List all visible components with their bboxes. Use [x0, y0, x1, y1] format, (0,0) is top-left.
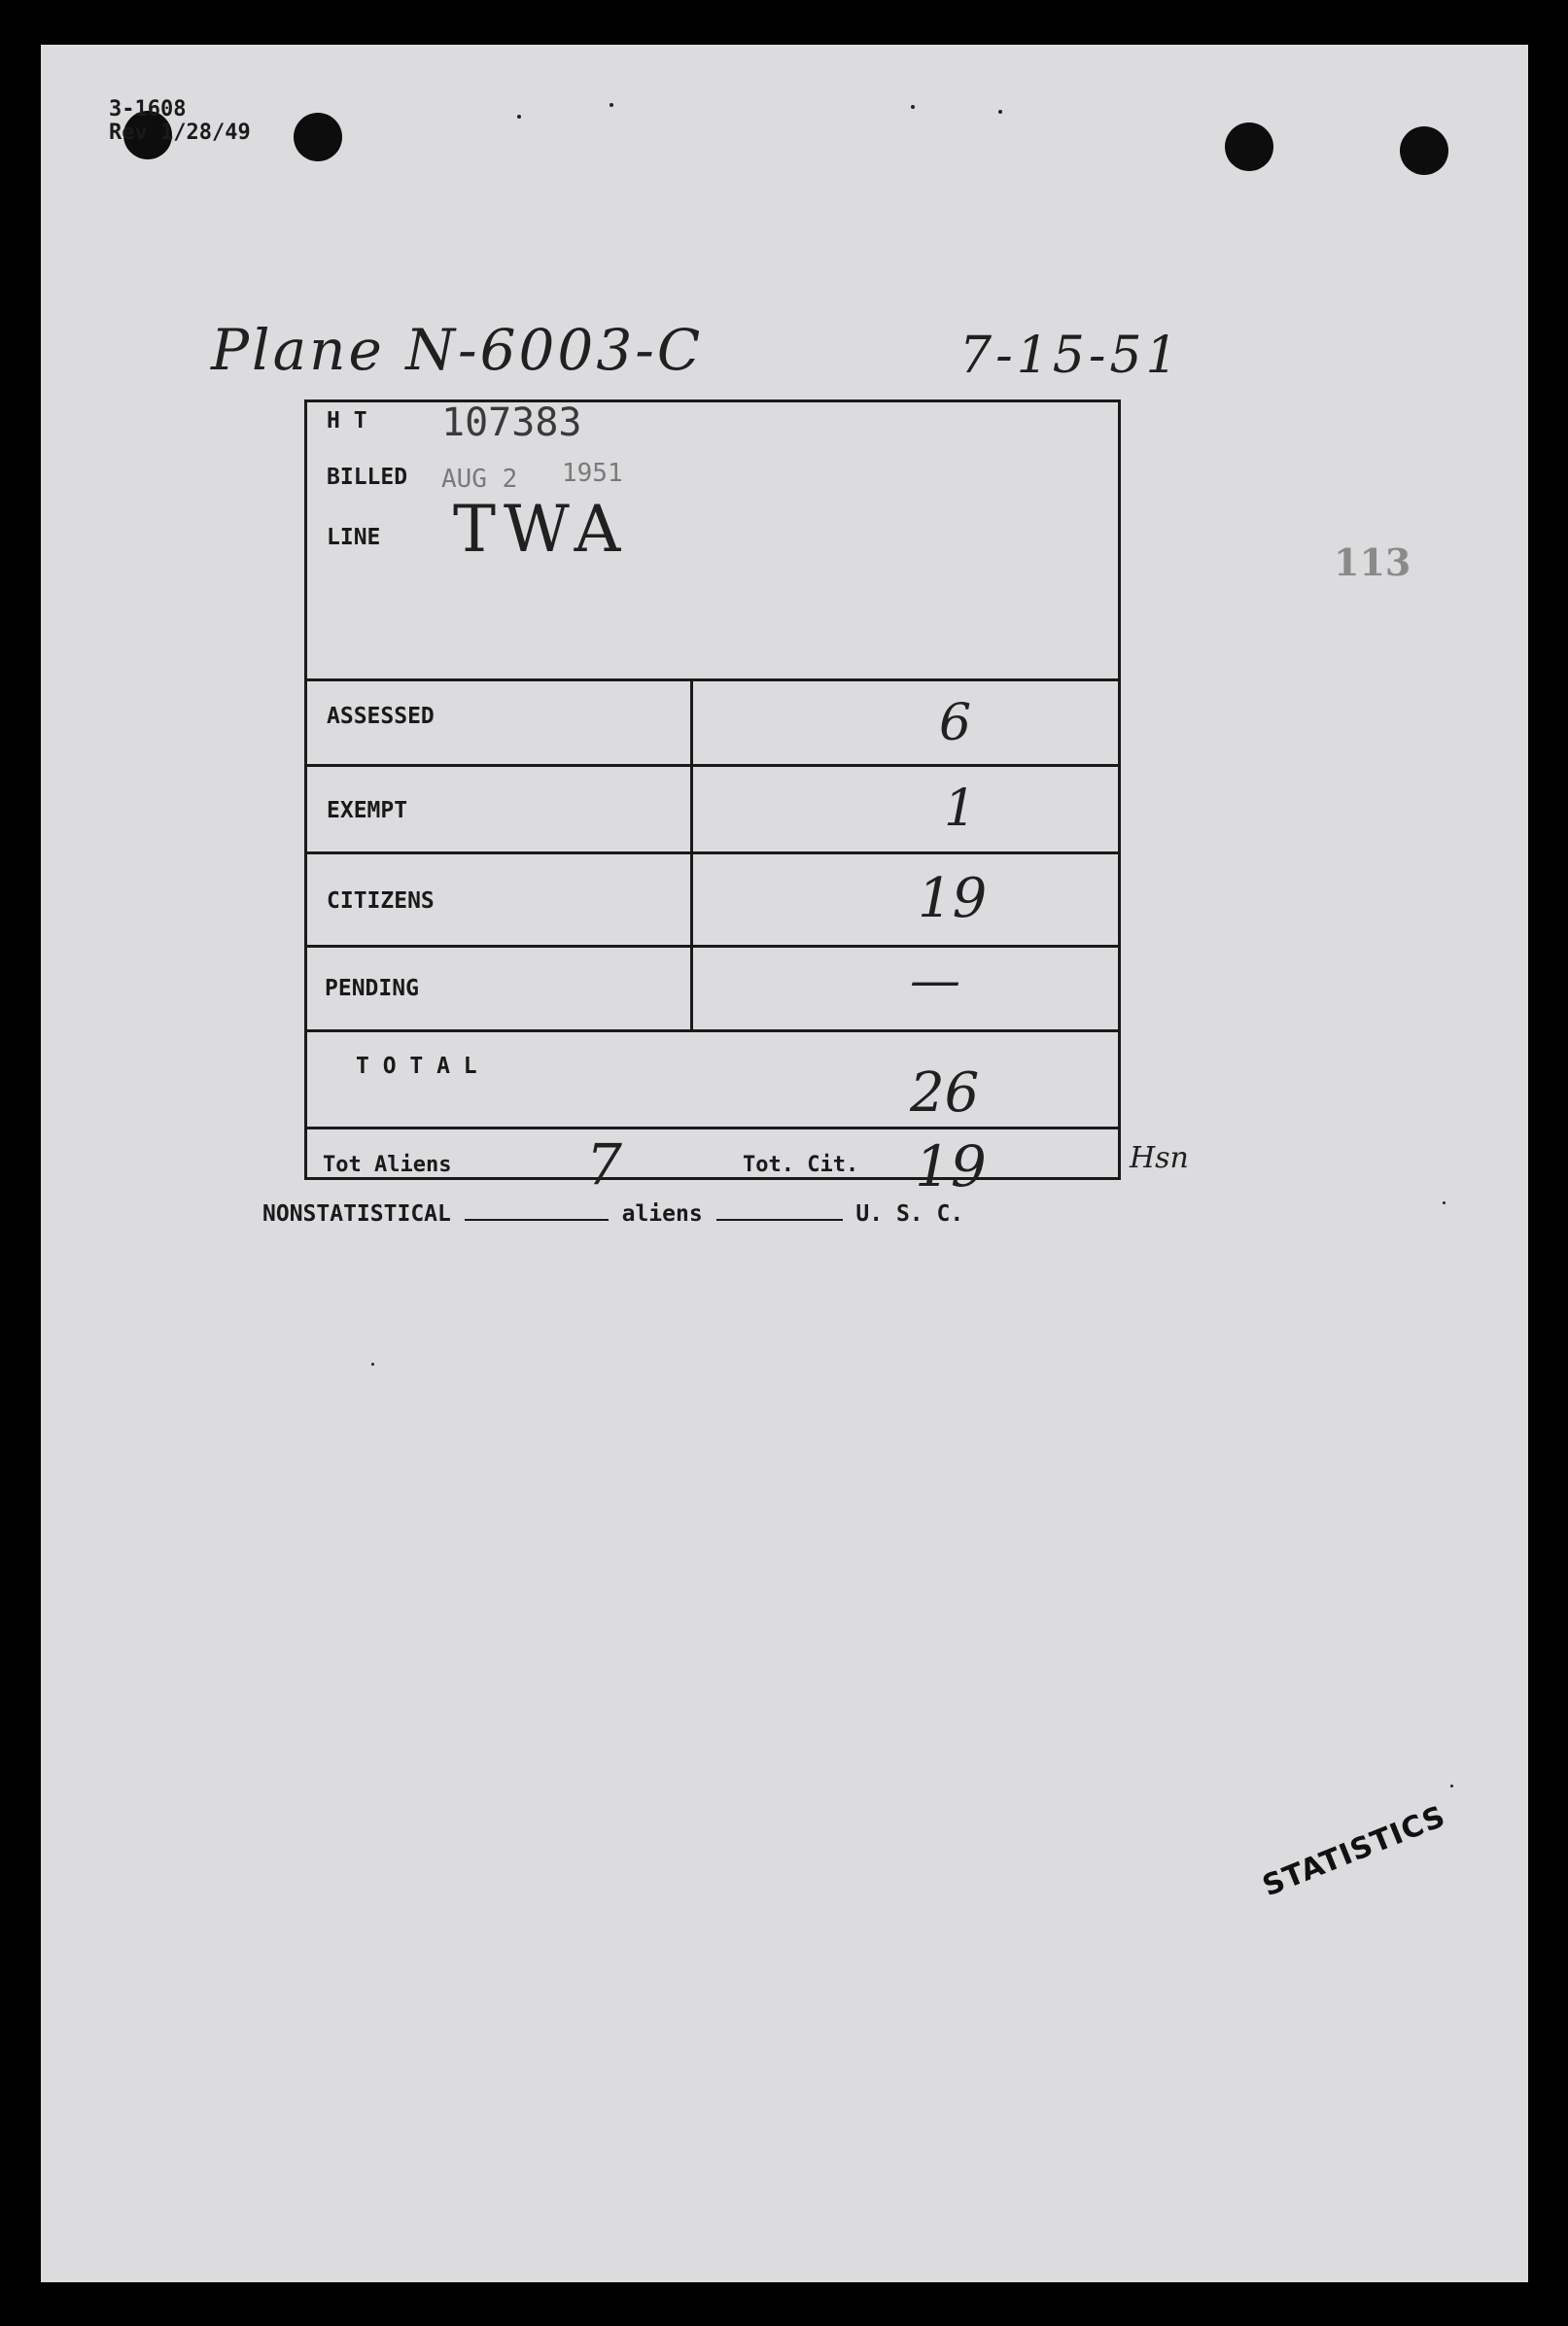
- punch-hole-right: [1225, 122, 1273, 171]
- divider: [307, 678, 1118, 681]
- tot-cit-value: 19: [915, 1133, 987, 1199]
- punch-hole-far-right: [1400, 126, 1448, 175]
- nonstatistical-aliens-blank: [465, 1219, 609, 1221]
- column-divider: [690, 678, 693, 1032]
- punch-hole-center-left: [294, 113, 342, 161]
- citizens-value: 19: [918, 867, 988, 930]
- speck: [911, 105, 915, 109]
- speck: [517, 115, 521, 119]
- tot-aliens-value: 7: [586, 1131, 622, 1198]
- divider: [307, 764, 1118, 767]
- divider: [307, 1029, 1118, 1032]
- divider: [307, 1127, 1118, 1129]
- pending-value: —: [910, 952, 960, 1010]
- ht-label: H T: [327, 408, 367, 434]
- speck: [371, 1363, 374, 1366]
- nonstatistical-line: [262, 1201, 963, 1227]
- tot-aliens-label: Tot Aliens: [323, 1153, 452, 1177]
- form-code: [109, 98, 251, 145]
- speck: [998, 110, 1002, 114]
- pending-label: PENDING: [325, 976, 419, 1001]
- total-label: T O T A L: [356, 1054, 477, 1079]
- assessed-label: ASSESSED: [327, 704, 435, 729]
- nonstatistical-usc-blank: [716, 1219, 843, 1221]
- divider: [307, 945, 1118, 948]
- billed-stamp-year: 1951: [562, 459, 623, 488]
- form-revision: Rev 1/28/49: [109, 121, 251, 145]
- billed-stamp-date: AUG 2: [441, 465, 518, 494]
- form-number: 3-1608: [109, 97, 187, 122]
- exempt-value: 1: [944, 780, 977, 838]
- plane-label: Plane N-6003-C: [211, 317, 704, 383]
- handwritten-date: 7-15-51: [959, 327, 1182, 385]
- speck: [1450, 1785, 1453, 1788]
- handwritten-initials: Hsn: [1130, 1141, 1189, 1175]
- document-page: [41, 45, 1528, 2282]
- line-value: TWA: [453, 492, 629, 567]
- ht-number: 107383: [441, 400, 582, 445]
- total-value: 26: [910, 1061, 980, 1125]
- tot-cit-label: Tot. Cit.: [743, 1153, 859, 1177]
- aliens-label: aliens: [621, 1201, 703, 1227]
- divider: [307, 851, 1118, 854]
- usc-label: U. S. C.: [855, 1201, 964, 1227]
- line-label: LINE: [327, 525, 381, 550]
- speck: [1443, 1201, 1446, 1204]
- citizens-label: CITIZENS: [327, 888, 435, 914]
- page-number: 113: [1334, 540, 1411, 584]
- nonstatistical-label: NONSTATISTICAL: [262, 1201, 451, 1227]
- assessed-value: 6: [939, 694, 972, 752]
- billed-label: BILLED: [327, 465, 408, 490]
- statistics-stamp: STATISTICS: [1258, 1799, 1451, 1904]
- speck: [610, 103, 613, 107]
- exempt-label: EXEMPT: [327, 798, 408, 823]
- statistics-form-box: [304, 399, 1121, 1199]
